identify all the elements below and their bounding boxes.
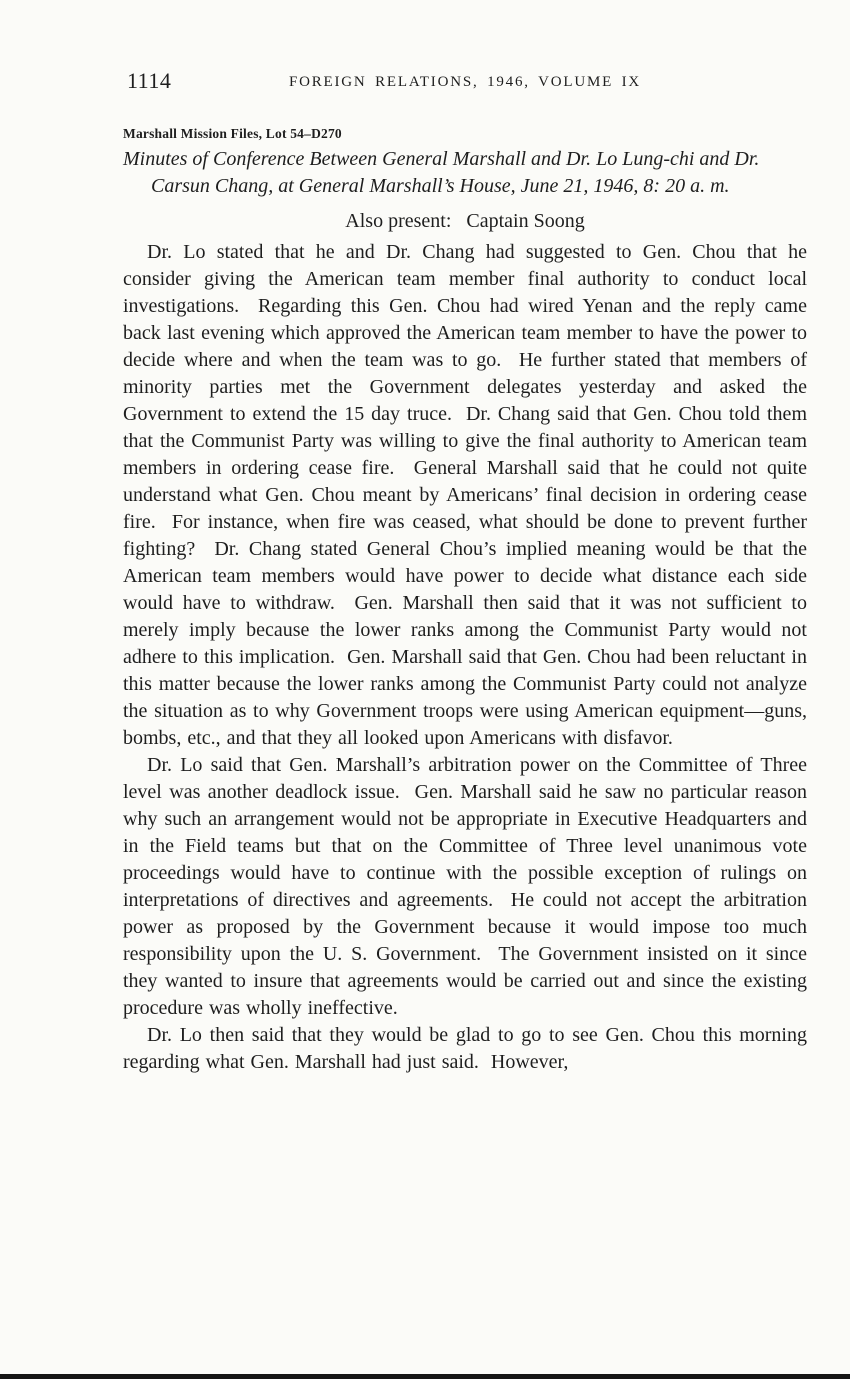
page-header	[123, 70, 807, 100]
body-paragraph: Dr. Lo said that Gen. Marshall’s arbitration power on the Committee of Three level was another deadlock issue. Gen. Marshall said he saw no particular reason why such an arrangement would not be appropriate in Executive Headquarters and in the Field teams but that on the Committee of Three level unanimous vote proceedings would have to continue with the possible exception of rulings on interpretations of directives and agreements. He could not accept the arbitration power as proposed by the Government because it would impose too much responsibility upon the U. S. Government. The Government insisted on it since they wanted to insure that agreements would be carried out and since the existing procedure was wholly ineffective.	[123, 754, 813, 1019]
page-content	[123, 68, 813, 1076]
body-paragraph: Dr. Lo stated that he and Dr. Chang had suggested to Gen. Chou that he consider giving the American team member final authority to conduct local investigations. Regarding this Gen. Chou had wired Yenan and the reply came back last evening which approved the American team member to have the power to decide where and when the team was to go. He further stated that members of minority parties met the Government delegates yesterday and asked the Government to extend the 15 day truce. Dr. Chang said that Gen. Chou told them that the Communist Party was willing to give the final authority to American team members in ordering cease fire. General Marshall said that he could not quite understand what Gen. Chou meant by Americans’ final decision in ordering cease fire. For instance, when fire was ceased, what should be done to prevent further fighting? Dr. Chang stated General Chou’s implied meaning would be that the American team members would have power to decide what distance each side would have to withdraw. Gen. Marshall then said that it was not sufficient to merely imply because the lower ranks among the Communist Party would not adhere to this implication. Gen. Marshall said that Gen. Chou had been reluctant in this matter because the lower ranks among the Communist Party could not analyze the situation as to why Government troops were using American equipment—guns, bombs, etc., and that they all looked upon Americans with disfavor.	[123, 241, 813, 749]
page-number: 1114	[127, 68, 172, 93]
also-present-line: Also present: Captain Soong	[345, 210, 585, 232]
source-note: Marshall Mission Files, Lot 54–D270	[123, 126, 342, 141]
body-paragraph: Dr. Lo then said that they would be glad to go to see Gen. Chou this morning regarding what Gen. Marshall had just said. However,	[123, 1024, 813, 1073]
scan-bottom-edge	[0, 1374, 850, 1379]
document-title: Minutes of Conference Between General Marshall and Dr. Lo Lung-chi and Dr. Carsun Chang, at General Marshall’s House, June 21, 1946, 8: 20 a. m.	[123, 148, 760, 197]
running-header-title: FOREIGN RELATIONS, 1946, VOLUME IX	[288, 74, 642, 90]
